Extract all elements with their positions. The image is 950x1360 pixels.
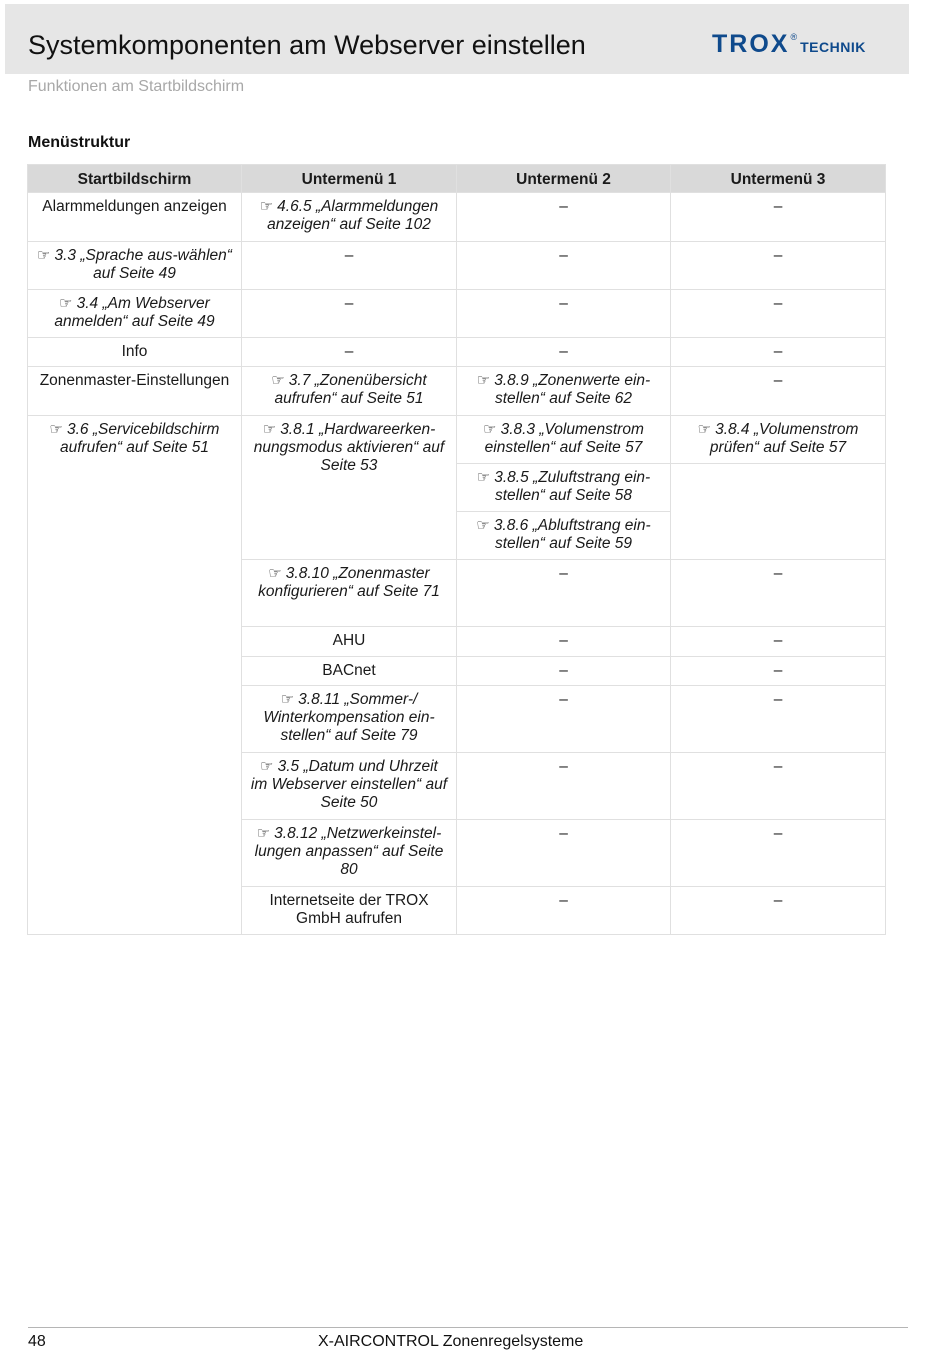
table-cell: [671, 686, 886, 753]
dash-placeholder: –: [773, 691, 783, 708]
cross-reference-link[interactable]: 3.8.5 „Zuluftstrang ein-stellen“ auf Seite 58: [494, 469, 651, 504]
column-header-untermenue-1: Untermenü 1: [242, 165, 457, 193]
pointing-hand-icon: ☞: [256, 825, 271, 842]
column-header-untermenue-3: Untermenü 3: [671, 165, 886, 193]
page-title: Systemkomponenten am Webserver einstellen: [28, 30, 586, 60]
table-cell: [671, 753, 886, 820]
table-cell: [671, 820, 886, 887]
footer-document-title: X-AIRCONTROL Zonenregelsysteme: [318, 1333, 584, 1350]
table-cell: [457, 627, 671, 657]
cell-text: AHU: [332, 632, 366, 649]
cross-reference-link[interactable]: 3.8.4 „Volumenstrom prüfen“ auf Seite 57: [709, 421, 859, 456]
table-cell-servicebildschirm: [28, 416, 242, 935]
dash-placeholder: –: [559, 295, 568, 312]
pointing-hand-icon: ☞: [260, 758, 274, 775]
pointing-hand-icon: ☞: [59, 295, 73, 312]
table-cell: [242, 657, 457, 686]
cross-reference-link[interactable]: 3.8.10 „Zonenmaster konfigurieren“ auf Seite 71: [258, 565, 440, 600]
table-cell: [457, 753, 671, 820]
cross-reference-link[interactable]: 3.3 „Sprache aus-wählen“ auf Seite 49: [54, 247, 232, 282]
cross-reference-link[interactable]: 3.8.11 „Sommer-/ Winterkompensation ein-stellen“ auf Seite 79: [263, 691, 435, 744]
page-subtitle: Funktionen am Startbildschirm: [28, 78, 245, 95]
pointing-hand-icon: ☞: [476, 469, 491, 486]
pointing-hand-icon: ☞: [37, 247, 51, 264]
dash-placeholder: –: [773, 662, 783, 679]
pointing-hand-icon: ☞: [268, 565, 282, 582]
table-cell: [28, 193, 242, 242]
table-cell: [457, 887, 671, 935]
cross-reference-link[interactable]: 3.8.3 „Volumenstrom einstellen“ auf Seite 57: [484, 421, 644, 456]
cell-text: Alarmmeldungen anzeigen: [42, 198, 227, 215]
table-cell: [242, 887, 457, 935]
pointing-hand-icon: ☞: [476, 517, 490, 534]
table-cell: [671, 367, 886, 416]
dash-placeholder: –: [773, 892, 783, 909]
table-cell: [671, 887, 886, 935]
table-cell: [457, 686, 671, 753]
table-header-row: [28, 165, 886, 193]
pointing-hand-icon: ☞: [259, 198, 274, 215]
table-cell: [242, 338, 457, 367]
table-cell: [457, 367, 671, 416]
cross-reference-link[interactable]: 3.7 „Zonenübersicht aufrufen“ auf Seite 51: [274, 372, 427, 407]
dash-placeholder: –: [773, 343, 783, 360]
dash-placeholder: –: [773, 372, 783, 389]
cross-reference-link[interactable]: 3.8.6 „Abluftstrang ein-stellen“ auf Seite 59: [493, 517, 651, 552]
table-cell: [671, 416, 886, 464]
dash-placeholder: –: [773, 295, 783, 312]
table-cell: [242, 242, 457, 290]
table-cell: [28, 290, 242, 338]
cross-reference-link[interactable]: 3.4 „Am Webserver anmelden“ auf Seite 49: [54, 295, 215, 330]
table-cell: [242, 820, 457, 887]
pointing-hand-icon: ☞: [280, 691, 295, 708]
table-cell-empty: [671, 464, 886, 560]
table-row: [28, 290, 886, 338]
dash-placeholder: –: [773, 565, 783, 582]
table-cell: [671, 242, 886, 290]
dash-placeholder: –: [344, 247, 354, 264]
table-cell: [457, 560, 671, 627]
pointing-hand-icon: ☞: [697, 421, 712, 438]
table-cell: [28, 242, 242, 290]
column-header-startbildschirm: Startbildschirm: [28, 165, 242, 193]
table-cell: [242, 290, 457, 338]
dash-placeholder: –: [773, 758, 783, 775]
table-cell: [242, 367, 457, 416]
table-cell: [242, 753, 457, 820]
table-cell: [671, 193, 886, 242]
cross-reference-link[interactable]: 3.6 „Servicebildschirm aufrufen“ auf Seite 51: [59, 421, 220, 456]
table-cell: [671, 338, 886, 367]
cell-text: Internetseite der TROX GmbH aufrufen: [269, 892, 429, 927]
dash-placeholder: –: [559, 892, 568, 909]
column-header-untermenue-2: Untermenü 2: [457, 165, 671, 193]
dash-placeholder: –: [559, 662, 568, 679]
dash-placeholder: –: [559, 565, 568, 582]
pointing-hand-icon: ☞: [476, 372, 491, 389]
dash-placeholder: –: [773, 247, 783, 264]
menu-structure-table: [27, 164, 886, 935]
footer-divider: [28, 1327, 908, 1328]
table-cell: [671, 657, 886, 686]
table-row: [28, 242, 886, 290]
cross-reference-link[interactable]: 3.8.12 „Netzwerkeinstel-lungen anpassen“ auf Seite 80: [254, 825, 444, 878]
dash-placeholder: –: [773, 632, 783, 649]
dash-placeholder: –: [559, 825, 568, 842]
table-row: [28, 367, 886, 416]
table-cell: [457, 464, 671, 512]
pointing-hand-icon: ☞: [49, 421, 63, 438]
table-row: [28, 338, 886, 367]
table-cell: [457, 242, 671, 290]
cell-text: BACnet: [322, 662, 376, 679]
table-cell: [242, 193, 457, 242]
dash-placeholder: –: [559, 198, 568, 215]
cell-text: Zonenmaster-Einstellungen: [39, 372, 230, 389]
dash-placeholder: –: [559, 632, 568, 649]
dash-placeholder: –: [559, 691, 568, 708]
section-heading: Menüstruktur: [28, 134, 131, 151]
cross-reference-link[interactable]: 3.5 „Datum und Uhrzeit im Webserver einstellen“ auf Seite 50: [250, 758, 448, 811]
dash-placeholder: –: [559, 247, 568, 264]
table-cell: [457, 193, 671, 242]
table-cell: [457, 290, 671, 338]
table-cell: [28, 367, 242, 416]
table-cell: [457, 338, 671, 367]
dash-placeholder: –: [559, 758, 568, 775]
dash-placeholder: –: [344, 295, 354, 312]
dash-placeholder: –: [559, 343, 568, 360]
cell-text: Info: [121, 343, 148, 360]
dash-placeholder: –: [773, 825, 783, 842]
table-row: [28, 416, 886, 464]
pointing-hand-icon: ☞: [262, 421, 277, 438]
logo-registered-mark: ®: [790, 32, 798, 42]
table-cell: [242, 560, 457, 627]
table-cell: [671, 560, 886, 627]
cross-reference-link[interactable]: 4.6.5 „Alarmmeldungen anzeigen“ auf Seite 102: [267, 198, 439, 233]
table-cell: [242, 416, 457, 560]
table-cell: [457, 657, 671, 686]
table-cell: [671, 627, 886, 657]
table-cell: [457, 416, 671, 464]
table-cell: [242, 627, 457, 657]
page-number: 48: [28, 1333, 46, 1350]
pointing-hand-icon: ☞: [483, 421, 497, 438]
table-row: [28, 193, 886, 242]
pointing-hand-icon: ☞: [271, 372, 285, 389]
logo-subtitle: TECHNIK: [800, 39, 866, 55]
trox-technik-logo: [712, 30, 866, 59]
dash-placeholder: –: [773, 198, 783, 215]
dash-placeholder: –: [344, 343, 354, 360]
table-cell: [457, 512, 671, 560]
cross-reference-link[interactable]: 3.8.9 „Zonenwerte ein-stellen“ auf Seite 62: [494, 372, 651, 407]
table-cell: [28, 338, 242, 367]
table-cell: [457, 820, 671, 887]
logo-wordmark: TROX: [712, 30, 790, 58]
table-cell: [242, 686, 457, 753]
cross-reference-link[interactable]: 3.8.1 „Hardwareerken-nungsmodus aktivieren“ auf Seite 53: [253, 421, 445, 474]
table-cell: [671, 290, 886, 338]
